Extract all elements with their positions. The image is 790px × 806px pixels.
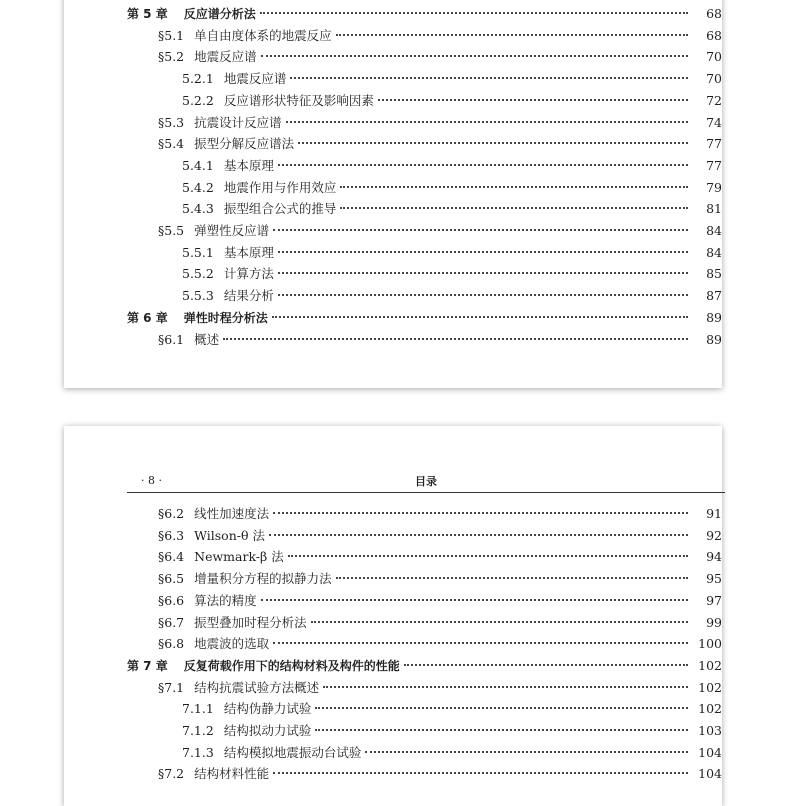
toc-entry-title: Wilson-θ 法 [194, 527, 265, 543]
toc-entry-number: 5.5.1 [182, 244, 214, 260]
toc-entry-title: 基本原理 [223, 244, 274, 260]
toc-entry-title: 结构材料性能 [194, 766, 270, 782]
toc-section-row[interactable] [64, 330, 722, 350]
toc-entry-page: 77 [706, 136, 722, 152]
toc-entry-page: 70 [706, 71, 722, 87]
toc-entry-title: 反应谱分析法 [183, 7, 256, 21]
toc-section-row[interactable] [64, 134, 722, 154]
toc-entry-title: 算法的精度 [194, 592, 257, 608]
dot-leader [288, 555, 688, 557]
toc-entry-title: 弹塑性反应谱 [194, 223, 270, 238]
toc-entry-title: 反应谱形状特征及影响因素 [223, 92, 374, 108]
toc-entry-title: 地震反应谱 [194, 49, 257, 65]
toc-entry-title: 振型分解反应谱法 [194, 136, 295, 152]
toc-entry-title: 单自由度体系的地震反应 [194, 27, 332, 43]
toc-subsection-row[interactable] [64, 69, 722, 89]
toc-entry-page: 100 [698, 636, 722, 652]
toc-entry-page: 102 [698, 679, 722, 695]
toc-section-row[interactable] [64, 678, 722, 698]
toc-entry-title: 结构抗震试验方法概述 [194, 679, 320, 695]
toc-entry-number: §6.1 [158, 331, 185, 347]
toc-entry-number: §5.4 [158, 136, 185, 152]
dot-leader [278, 272, 688, 274]
toc-section-row[interactable] [64, 526, 722, 546]
toc-section-row[interactable] [64, 764, 722, 784]
toc-entry-page: 91 [706, 506, 722, 521]
toc-entry-page: 95 [706, 571, 722, 587]
toc-entry-page: 94 [706, 549, 722, 565]
toc-section-row[interactable] [64, 613, 722, 633]
toc-entry-page: 72 [706, 92, 722, 108]
dot-leader [336, 34, 688, 36]
toc-entry-title: 弹性时程分析法 [183, 310, 268, 325]
toc-entry-number: §5.3 [158, 114, 185, 130]
toc-section-row[interactable] [64, 221, 722, 241]
header-page-number: · 8 · [141, 474, 162, 487]
toc-entry-number: §6.2 [158, 506, 185, 521]
header-title: 目录 [415, 475, 437, 488]
toc-entry-page: 99 [706, 614, 722, 630]
toc-subsection-row[interactable] [64, 264, 722, 284]
toc-entry-page: 77 [706, 157, 722, 173]
toc-subsection-row[interactable] [64, 743, 722, 763]
toc-entry-title: 结构模拟地震振动台试验 [223, 744, 362, 760]
toc-entry-number: 5.5.3 [182, 288, 214, 304]
dot-leader [261, 55, 688, 57]
toc-entry-title: 概述 [194, 331, 220, 347]
toc-entry-page: 97 [706, 592, 722, 608]
toc-section-row[interactable] [64, 547, 722, 567]
dot-leader [260, 12, 688, 14]
toc-entry-title: 振型叠加时程分析法 [194, 614, 307, 630]
toc-subsection-row[interactable] [64, 286, 722, 306]
dot-leader [261, 599, 688, 601]
toc-entry-number: §6.3 [158, 527, 185, 543]
toc-entry-title: 增量积分方程的拟静力法 [194, 571, 332, 587]
dot-leader [278, 251, 688, 253]
toc-subsection-row[interactable] [64, 91, 722, 111]
toc-entry-number: 7.1.3 [182, 744, 214, 760]
toc-subsection-row[interactable] [64, 178, 722, 198]
toc-entry-title: 反复荷载作用下的结构材料及构件的性能 [183, 658, 400, 673]
toc-entry-page: 89 [706, 309, 722, 325]
toc-section-row[interactable] [64, 591, 722, 611]
dot-leader [273, 642, 688, 644]
toc-entry-page: 68 [706, 27, 722, 43]
toc-entry-number: §6.7 [158, 614, 185, 630]
toc-entry-page: 92 [706, 527, 722, 543]
toc-entry-number: 7.1.1 [182, 701, 214, 717]
toc-subsection-row[interactable] [64, 199, 722, 219]
toc-subsection-row[interactable] [64, 699, 722, 719]
toc-entry-title: 地震作用与作用效应 [223, 179, 337, 195]
toc-entry-number: §5.2 [158, 49, 185, 65]
toc-section-row[interactable] [64, 634, 722, 654]
toc-entry-title: 结构伪静力试验 [223, 701, 312, 717]
toc-entry-page: 84 [706, 244, 722, 260]
toc-entry-page: 81 [706, 201, 722, 217]
toc-entry-number: 5.4.2 [182, 179, 214, 195]
toc-entry-number: 5.2.1 [182, 71, 214, 87]
toc-entry-page: 68 [706, 6, 722, 21]
toc-section-row[interactable] [64, 113, 722, 133]
dot-leader [278, 164, 688, 166]
dot-leader [340, 207, 688, 209]
dot-leader [273, 229, 688, 231]
toc-entry-title: 结果分析 [223, 288, 274, 304]
toc-entry-number: §7.1 [158, 679, 185, 695]
dot-leader [323, 686, 688, 688]
toc-entry-page: 89 [706, 331, 722, 347]
toc-entry-number: 5.5.2 [182, 266, 214, 282]
toc-section-row[interactable] [64, 47, 722, 67]
dot-leader [286, 121, 688, 123]
running-header [127, 470, 725, 493]
dot-leader [336, 577, 688, 579]
toc-entry-page: 102 [698, 657, 722, 673]
toc-entry-number: 第 6 章 [127, 310, 168, 325]
toc-entry-number: §6.4 [158, 549, 185, 565]
toc-entry-page: 104 [698, 766, 722, 782]
toc-entry-page: 87 [706, 288, 722, 304]
dot-leader [315, 707, 688, 709]
toc-entry-number: 第 5 章 [127, 7, 168, 21]
toc-entry-page: 104 [698, 744, 722, 760]
dot-leader [223, 338, 688, 340]
toc-entry-page: 74 [706, 114, 722, 130]
toc-section-row[interactable] [64, 504, 722, 524]
toc-entry-number: §6.5 [158, 571, 185, 587]
toc-entry-number: §5.5 [158, 223, 185, 238]
toc-entry-number: 5.4.1 [182, 157, 214, 173]
dot-leader [278, 294, 688, 296]
dot-leader [404, 664, 688, 666]
toc-entry-number: §6.8 [158, 636, 185, 652]
toc-page-lower [64, 426, 722, 806]
dot-leader [290, 77, 688, 79]
toc-entry-page: 84 [706, 223, 722, 238]
toc-entry-page: 79 [706, 179, 722, 195]
toc-page-upper [64, 0, 722, 388]
dot-leader [311, 621, 688, 623]
toc-entry-title: 地震波的选取 [194, 636, 270, 652]
toc-entry-title: 地震反应谱 [223, 71, 287, 87]
toc-chapter-row[interactable] [64, 656, 722, 676]
dot-leader [365, 751, 688, 753]
dot-leader [269, 534, 688, 536]
toc-entry-title: 振型组合公式的推导 [223, 201, 337, 217]
toc-entry-number: 7.1.2 [182, 723, 214, 738]
toc-chapter-row[interactable] [64, 4, 722, 24]
toc-entry-title: 计算方法 [223, 266, 274, 282]
toc-entry-number: 5.2.2 [182, 92, 214, 108]
toc-entry-number: §7.2 [158, 766, 185, 782]
toc-section-row[interactable] [64, 26, 722, 46]
dot-leader [272, 316, 688, 318]
toc-entry-page: 70 [706, 49, 722, 65]
dot-leader [273, 512, 688, 514]
dot-leader [340, 186, 688, 188]
toc-entry-title: 抗震设计反应谱 [194, 114, 282, 130]
toc-chapter-row[interactable] [64, 308, 722, 328]
toc-entry-title: 基本原理 [223, 157, 274, 173]
toc-entry-title: Newmark-β 法 [194, 549, 284, 565]
dot-leader [378, 99, 688, 101]
toc-subsection-row[interactable] [64, 721, 722, 741]
dot-leader [298, 142, 688, 144]
toc-subsection-row[interactable] [64, 156, 722, 176]
toc-entry-number: §5.1 [158, 27, 185, 43]
toc-entry-page: 103 [698, 723, 722, 738]
toc-entry-page: 102 [698, 701, 722, 717]
toc-section-row[interactable] [64, 569, 722, 589]
toc-entry-number: 第 7 章 [127, 658, 168, 673]
toc-entry-number: 5.4.3 [182, 201, 214, 217]
toc-entry-title: 线性加速度法 [194, 506, 270, 521]
dot-leader [315, 729, 688, 731]
toc-subsection-row[interactable] [64, 243, 722, 263]
toc-entry-page: 85 [706, 266, 722, 282]
toc-entry-number: §6.6 [158, 592, 185, 608]
dot-leader [273, 772, 688, 774]
toc-entry-title: 结构拟动力试验 [223, 723, 312, 738]
